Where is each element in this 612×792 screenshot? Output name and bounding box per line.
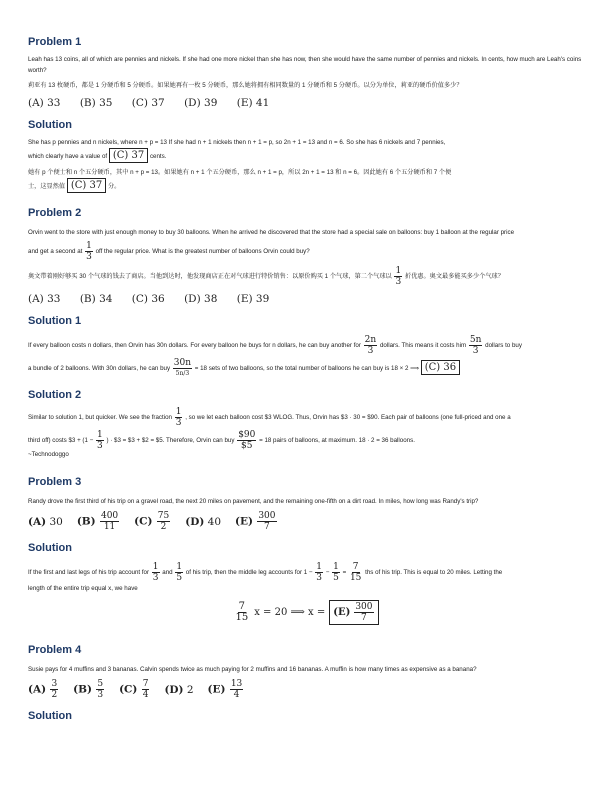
choice-b: (B) 34 <box>79 293 113 305</box>
text: Similar to solution 1, but quicker. We see the fraction <box>28 414 172 422</box>
denominator: 15 <box>349 573 362 583</box>
solution-text: 分。 <box>107 183 121 190</box>
fraction <box>173 358 192 379</box>
denominator: 3 <box>395 277 402 287</box>
numerator: 1 <box>175 407 182 417</box>
problem-3-solution-title: Solution <box>28 542 72 554</box>
fraction <box>332 562 340 583</box>
denominator: 3 <box>152 573 159 583</box>
numerator: $90 <box>238 430 256 440</box>
problem-4-choices <box>28 679 584 700</box>
text: dollars. This means it costs him <box>379 342 467 350</box>
denominator: 2 <box>51 690 58 700</box>
numerator: 1 <box>86 241 92 251</box>
text: of his trip, then the middle leg accounts for 1 − <box>185 569 313 577</box>
problem-1-solution-title: Solution <box>28 119 72 131</box>
text: and <box>162 569 173 577</box>
choice-label: (A) <box>28 683 47 696</box>
fraction <box>142 679 150 700</box>
problem-1-title: Problem 1 <box>28 36 82 48</box>
numerator: 1 <box>316 562 323 572</box>
denominator: 4 <box>142 690 149 700</box>
choice-b <box>77 511 120 532</box>
text: = 18 pairs of balloons, at maximum. 18 · 2 = 36 balloons. <box>259 437 415 445</box>
choice-d: (D) 38 <box>184 293 218 305</box>
text: − <box>325 569 330 577</box>
text: 折优惠。奥文最多能买多少个气球？ <box>404 273 504 281</box>
denominator: 3 <box>367 346 374 356</box>
problem-3-solution-line1 <box>28 562 584 583</box>
fraction <box>394 266 402 287</box>
text: dollars to buy <box>485 342 522 350</box>
choice-label: (A) <box>28 515 47 528</box>
solution-text: 士，这显然值 <box>28 183 66 190</box>
numerator: 1 <box>152 562 159 572</box>
choice-label: (B) <box>73 683 92 696</box>
fraction <box>175 407 183 428</box>
problem-1-solution-zh-line1: 她有 p 个便士和 n 个五分硬币，其中 n + p = 13。如果她有 n + 1 个五分硬币，那么 n + 1 = p，所以 2n + 1 = 13 和 n = 6。因此她有 6 个五分硬币和 7 个便 <box>28 169 452 176</box>
choice-label: (C) <box>119 683 138 696</box>
boxed-answer <box>329 600 378 625</box>
denominator: 4 <box>233 690 240 700</box>
boxed-answer: (C) 36 <box>421 360 460 375</box>
fraction <box>175 562 183 583</box>
numerator: 1 <box>176 562 183 572</box>
text: ths of his trip. This is equal to 20 miles. Letting the <box>365 569 503 577</box>
text: third off) costs $3 + (1 − <box>28 437 94 445</box>
text: off the regular price. What is the greatest number of balloons Orvin could buy? <box>95 248 310 256</box>
choice-value: 40 <box>207 515 222 528</box>
choice-c: (C) 37 <box>131 97 165 109</box>
choice-a: (A) 33 <box>28 97 61 109</box>
fraction <box>96 679 104 700</box>
numerator: 1 <box>333 562 339 572</box>
problem-2-solution-1-line2 <box>28 358 584 379</box>
problem-2-choices <box>28 293 584 305</box>
solution-text: cents. <box>149 153 167 160</box>
fraction <box>364 335 378 356</box>
problem-4-text: Susie pays for 4 muffins and 3 bananas. Calvin spends twice as much paying for 2 muffins and 16 bananas. A muffin is how many times as expensive as a banana? <box>28 666 477 673</box>
choice-e <box>208 679 245 700</box>
fraction <box>85 241 93 262</box>
choice-label: (B) <box>76 515 96 528</box>
choice-a <box>28 679 59 700</box>
problem-1-solution-line1: She has p pennies and n nickels, where n + p = 13 If she had n + 1 nickels then n + 1 = p, so 2n + 1 = 13 and n = 6. So she has 6 nickels and 7 pennies, <box>28 139 446 146</box>
fraction <box>157 511 170 532</box>
problem-2-solution-2-line1 <box>28 407 584 428</box>
choice-a <box>28 516 63 528</box>
choice-c: (C) 36 <box>131 293 165 305</box>
choice-d: (D) 39 <box>184 97 218 109</box>
problem-1-choices <box>28 97 584 109</box>
denominator: 3 <box>96 441 103 451</box>
numerator: 2n <box>364 335 377 345</box>
text: = 18 sets of two balloons, so the total number of balloons he can buy is 18 × 2 ⟹ <box>194 365 419 373</box>
denominator: 3 <box>472 346 479 356</box>
numerator: 30n <box>173 358 192 368</box>
text: If every balloon costs n dollars, then Orvin has 30n dollars. For every balloon he buys for n dollars, he can buy another for <box>28 342 361 350</box>
problem-1-solution-zh-line2 <box>28 178 584 193</box>
text: , so we let each balloon cost $3 WLOG. Thus, Orvin has $3 · 30 = $90. Each pair of balloons (one full-priced and one a <box>185 414 511 422</box>
fraction <box>234 602 249 623</box>
choice-value: 30 <box>49 515 63 528</box>
fraction <box>230 679 243 700</box>
fraction <box>50 679 58 700</box>
denominator: $5 <box>241 441 253 451</box>
problem-1 <box>28 36 584 193</box>
denominator: 7 <box>361 613 367 623</box>
text: and get a second at <box>28 248 83 256</box>
fraction <box>354 602 373 623</box>
problem-2-solution-2-title: Solution 2 <box>28 389 82 401</box>
fraction <box>257 511 276 532</box>
choice-label: (E) <box>207 683 226 696</box>
denominator: 3 <box>86 252 92 262</box>
numerator: 7 <box>352 562 359 572</box>
choice-c <box>119 679 150 700</box>
choice-label: (E) <box>235 515 253 528</box>
problem-2-text-zh <box>28 266 584 287</box>
fraction <box>152 562 160 583</box>
choice-c <box>134 511 171 532</box>
numerator: 400 <box>100 511 119 521</box>
choice-b: (B) 35 <box>79 97 113 109</box>
fraction <box>96 430 104 451</box>
boxed-answer: (C) 37 <box>67 178 106 193</box>
denominator: 5 <box>176 573 183 583</box>
numerator: 1 <box>96 430 103 440</box>
numerator: 5n <box>469 335 482 345</box>
numerator: 75 <box>157 511 170 521</box>
problem-4-solution-title: Solution <box>28 710 72 722</box>
choice-a: (A) 33 <box>28 293 61 305</box>
solution-text: which clearly have a value of <box>28 153 108 160</box>
numerator: 300 <box>258 511 276 521</box>
denominator: 11 <box>103 522 116 532</box>
problem-2-solution-1-title: Solution 1 <box>28 315 82 327</box>
problem-2 <box>28 207 584 458</box>
text: = <box>342 569 347 577</box>
problem-1-solution-line2 <box>28 148 584 163</box>
numerator: 300 <box>355 602 373 612</box>
answer-label: (E) <box>333 607 351 618</box>
choice-d <box>185 516 221 528</box>
denominator: 5 <box>333 573 339 583</box>
problem-3-choices <box>28 511 584 532</box>
problem-2-text-line1: Orvin went to the store with just enough money to buy 30 balloons. When he arrived he discovered that the store had a special sale on balloons: buy 1 balloon at the regular price <box>28 229 515 236</box>
numerator: 5 <box>97 679 104 689</box>
denominator: 2 <box>160 522 167 532</box>
problem-4 <box>28 644 584 722</box>
problem-3-equation <box>28 600 584 625</box>
denominator: 15 <box>235 612 249 623</box>
problem-2-text-line2 <box>28 241 584 262</box>
text: 奥文带着刚好够买 30 个气球的钱去了商店。当他到达时，他发现商店正在对气球进行特价销售：以原价购买 1 个气球，第二个气球以 <box>28 273 392 281</box>
signature: ~Technodoggo <box>28 451 69 458</box>
problem-1-text-zh: 莉亚有 13 枚硬币，都是 1 分硬币和 5 分硬币。如果她再有一枚 5 分硬币，那么她将拥有相同数量的 1 分硬币和 5 分硬币。以分为单位，莉亚的硬币价值多少？ <box>28 82 463 89</box>
problem-2-title: Problem 2 <box>28 207 82 219</box>
fraction <box>349 562 362 583</box>
choice-label: (D) <box>185 515 205 528</box>
boxed-answer: (C) 37 <box>109 148 148 163</box>
problem-1-text: Leah has 13 coins, all of which are pennies and nickels. If she had one more nickel than she has now, then she would have the same number of pennies and nickels. In cents, how much are Leah's coins worth? <box>28 56 582 74</box>
denominator: 3 <box>175 418 182 428</box>
choice-e: (E) 41 <box>236 97 270 109</box>
numerator: 13 <box>230 679 243 689</box>
problem-2-solution-2-line2 <box>28 430 584 451</box>
choice-label: (D) <box>164 683 184 696</box>
equation-text: x = 20 ⟹ x = <box>254 606 326 618</box>
problem-3-solution-line2: length of the entire trip equal x, we have <box>28 585 138 592</box>
numerator: 3 <box>51 679 58 689</box>
choice-label: (C) <box>134 515 153 528</box>
denominator: 3 <box>316 573 323 583</box>
problem-4-title: Problem 4 <box>28 644 82 656</box>
numerator: 1 <box>395 266 402 276</box>
choice-value: 2 <box>186 683 194 696</box>
numerator: 7 <box>238 601 246 612</box>
choice-e <box>235 511 277 532</box>
problem-3-text: Randy drove the first third of his trip on a gravel road, the next 20 miles on pavement, and the remaining one-fifth on a dirt road. In miles, how long was Randy's trip? <box>28 498 479 505</box>
text: a bundle of 2 balloons. With 30n dollars, he can buy <box>28 365 171 373</box>
problem-3 <box>28 476 584 625</box>
fraction <box>469 335 483 356</box>
choice-b <box>73 679 105 700</box>
fraction <box>237 430 256 451</box>
numerator: 7 <box>142 679 149 689</box>
problem-3-title: Problem 3 <box>28 476 82 488</box>
denominator: 5n/3 <box>175 370 190 377</box>
problem-2-solution-1-line1 <box>28 335 584 356</box>
fraction <box>315 562 323 583</box>
text: If the first and last legs of his trip account for <box>28 569 150 577</box>
choice-e: (E) 39 <box>236 293 270 305</box>
denominator: 3 <box>97 690 104 700</box>
fraction <box>100 511 119 532</box>
text: ) · $3 = $3 + $2 = $5. Therefore, Orvin can buy <box>106 437 235 445</box>
denominator: 7 <box>264 522 270 532</box>
choice-d <box>164 684 193 696</box>
